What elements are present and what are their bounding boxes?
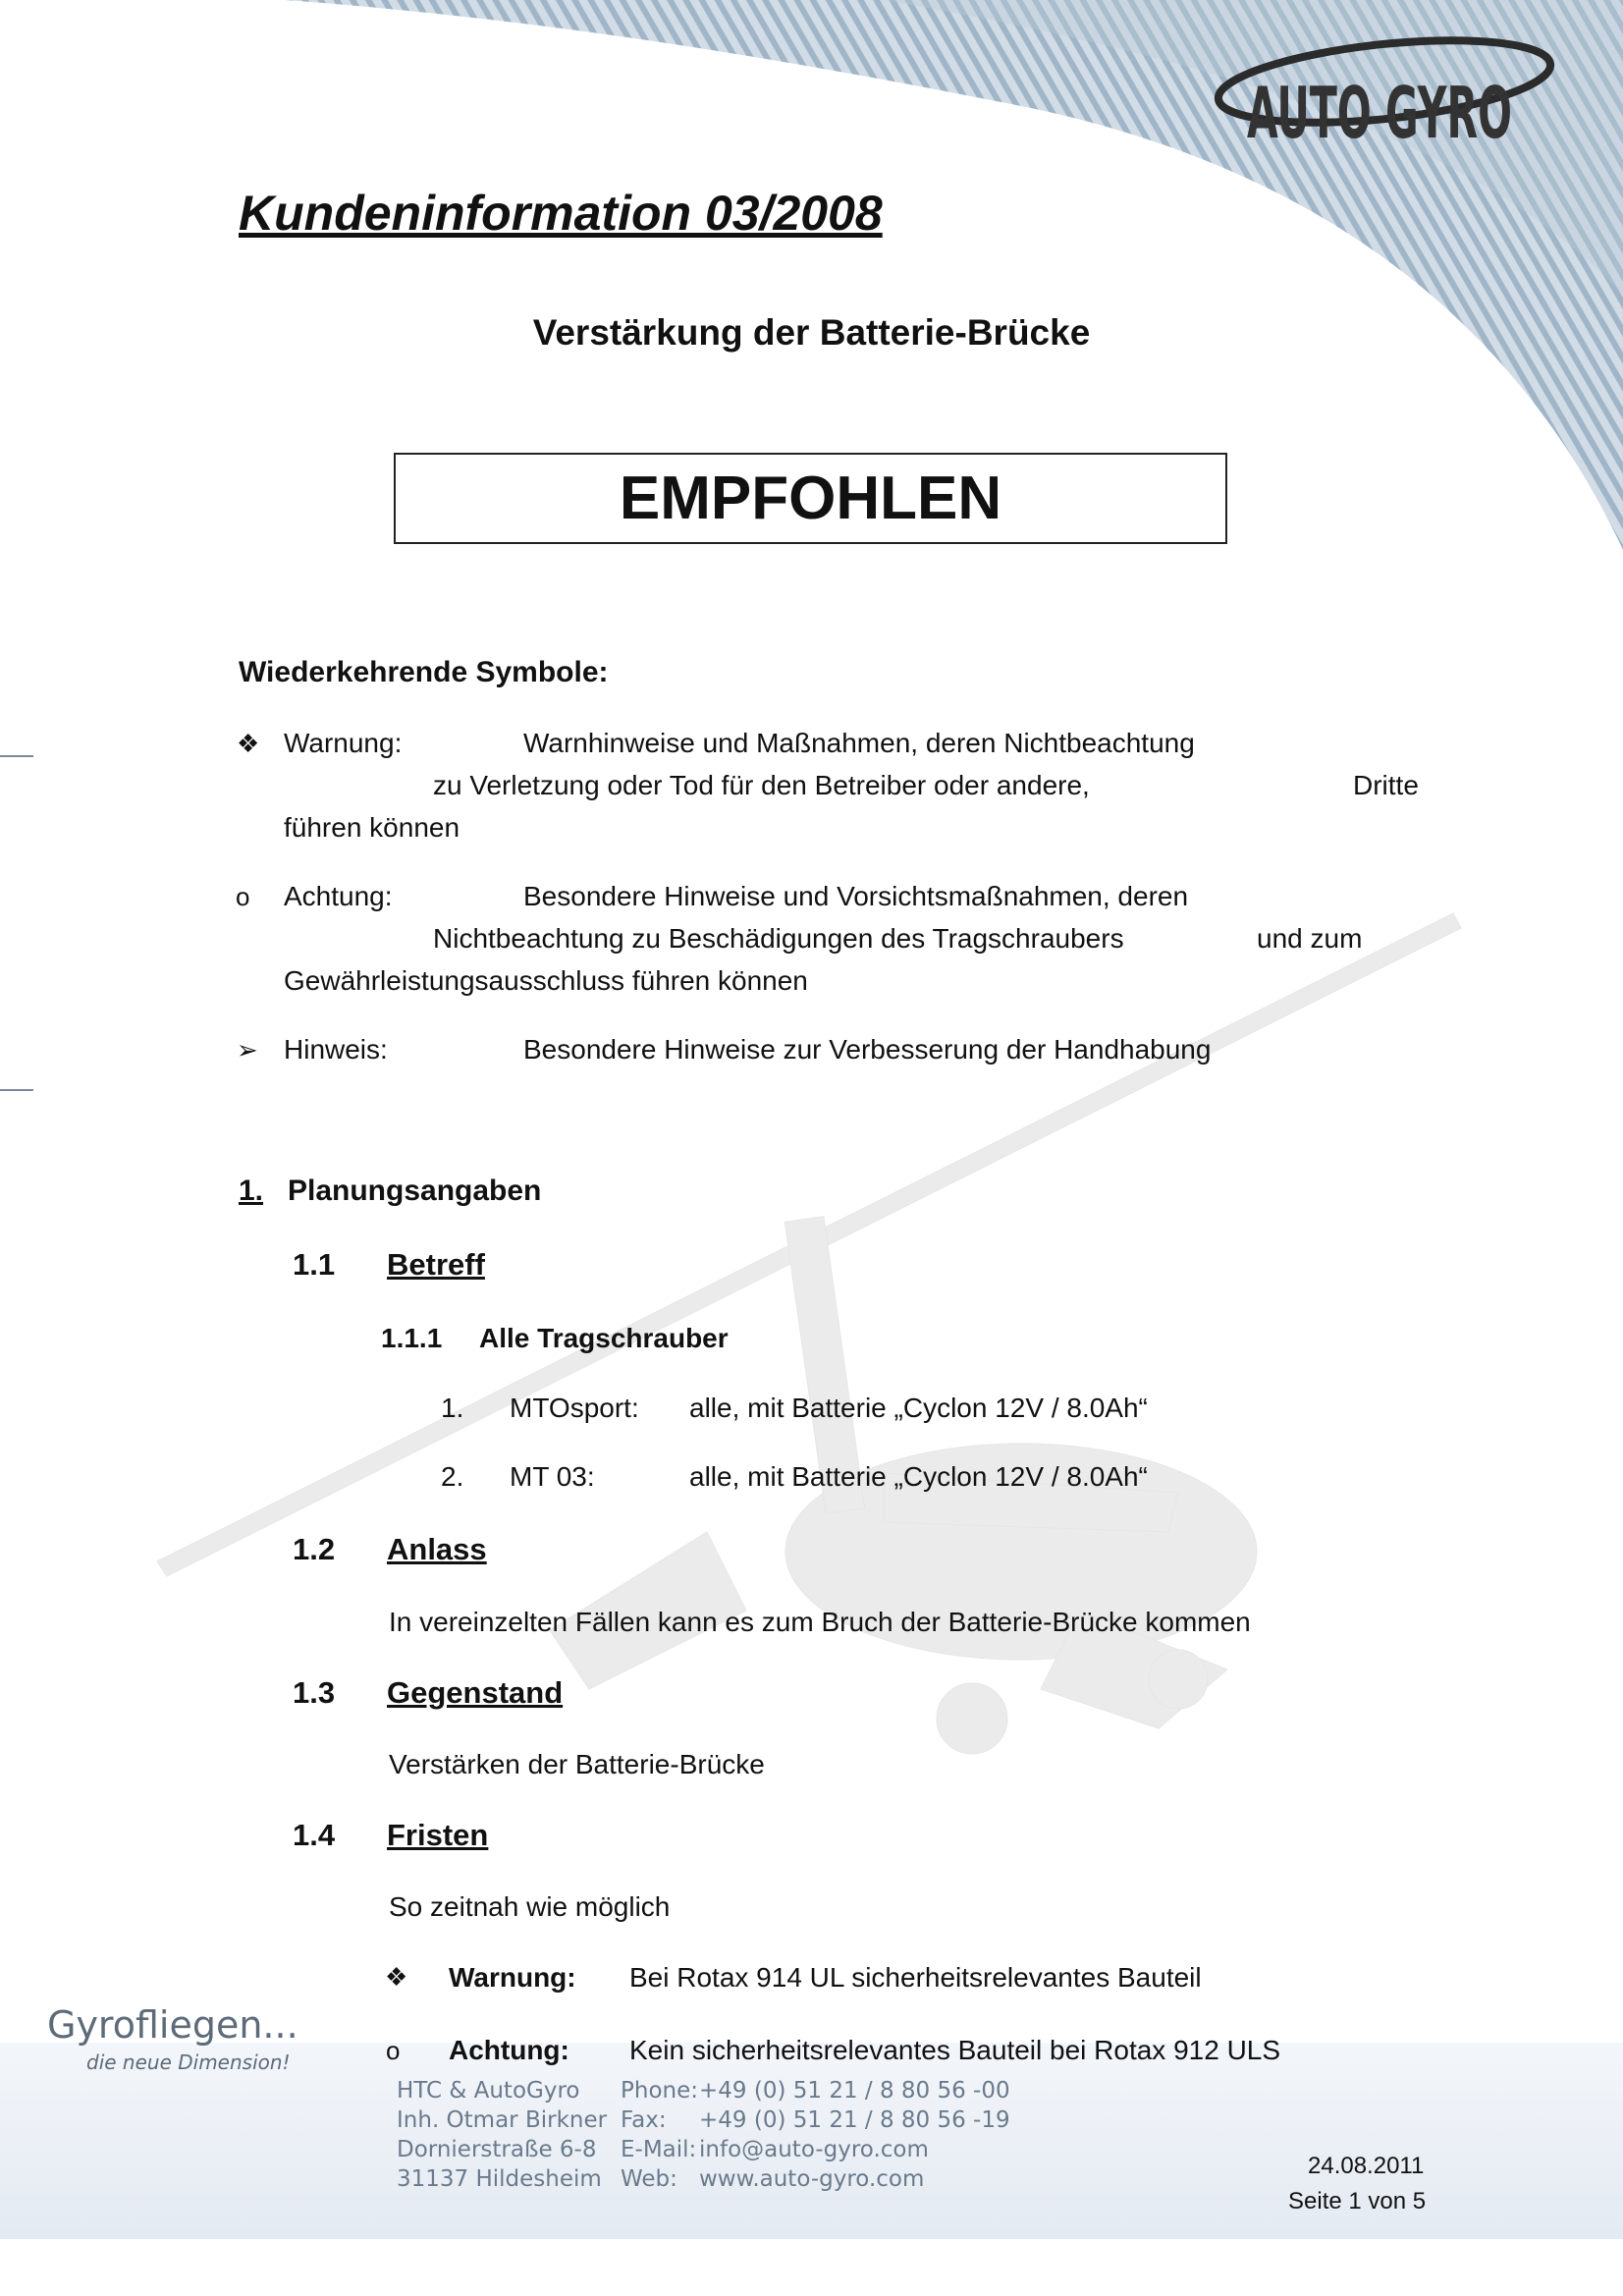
hinweis-text: Besondere Hinweise zur Verbesserung der Handhabung bbox=[523, 1034, 1212, 1065]
circle-bullet-icon: o bbox=[236, 882, 250, 911]
section-1-3-text: Verstärken der Batterie-Brücke bbox=[389, 1749, 765, 1779]
footer-contact-label: Phone: bbox=[621, 2078, 698, 2104]
footer-contact-label: Fax: bbox=[621, 2107, 667, 2133]
footer-address-line: 31137 Hildesheim bbox=[397, 2166, 602, 2192]
warnung-text-line2: zu Verletzung oder Tod für den Betreiber oder andere, bbox=[433, 770, 1090, 800]
section-1-4-text: So zeitnah wie möglich bbox=[389, 1891, 671, 1922]
document-subtitle: Verstärkung der Batterie-Brücke bbox=[532, 312, 1091, 353]
achtung-text-line1: Besondere Hinweise und Vorsichtsmaßnahmen, deren bbox=[523, 881, 1189, 911]
section-1-3-number: 1.3 bbox=[293, 1675, 336, 1710]
model-item-name: MT 03: bbox=[510, 1461, 595, 1492]
footer-slogan-sub: die neue Dimension! bbox=[86, 2050, 291, 2074]
diamond-bullet-icon: ❖ bbox=[385, 1962, 408, 1992]
fristen-warnung-label: Warnung: bbox=[449, 1962, 576, 1993]
recommendation-label: EMPFOHLEN bbox=[619, 465, 1002, 532]
document-title: Kundeninformation 03/2008 bbox=[239, 186, 883, 241]
hinweis-label: Hinweis: bbox=[284, 1034, 388, 1065]
section-1-1-1-title: Alle Tragschrauber bbox=[479, 1323, 729, 1353]
footer-email-link[interactable]: info@auto-gyro.com bbox=[699, 2137, 929, 2162]
model-item-name: MTOsport: bbox=[510, 1393, 639, 1423]
footer-fax: +49 (0) 51 21 / 8 80 56 -19 bbox=[699, 2107, 1010, 2133]
achtung-text-line2b: und zum bbox=[1257, 923, 1363, 954]
footer-address-line: Inh. Otmar Birkner bbox=[397, 2107, 608, 2133]
circle-bullet-icon: o bbox=[386, 2036, 401, 2065]
section-1-title: Planungsangaben bbox=[288, 1175, 542, 1207]
footer-address-line: HTC & AutoGyro bbox=[397, 2078, 580, 2104]
model-item-number: 2. bbox=[441, 1461, 464, 1492]
warnung-text-line2b: Dritte bbox=[1353, 770, 1419, 800]
section-1-1-1-number: 1.1.1 bbox=[381, 1323, 443, 1353]
autogyro-logo bbox=[1208, 27, 1561, 194]
achtung-label: Achtung: bbox=[284, 881, 393, 911]
diamond-bullet-icon: ❖ bbox=[237, 729, 260, 758]
section-1-2-title: Anlass bbox=[387, 1532, 487, 1566]
footer-address-line: Dornierstraße 6-8 bbox=[397, 2137, 597, 2162]
logo-wordmark: AUTO GYRO bbox=[1247, 72, 1512, 154]
fristen-achtung-label: Achtung: bbox=[449, 2035, 569, 2065]
model-item-number: 1. bbox=[441, 1393, 464, 1423]
footer-contact-label: E-Mail: bbox=[621, 2137, 697, 2162]
model-item-desc: alle, mit Batterie „Cyclon 12V / 8.0Ah“ bbox=[689, 1461, 1148, 1492]
footer-phone: +49 (0) 51 21 / 8 80 56 -00 bbox=[699, 2078, 1010, 2104]
warnung-text-line1: Warnhinweise und Maßnahmen, deren Nichtbeachtung bbox=[523, 728, 1195, 758]
fristen-achtung-text: Kein sicherheitsrelevantes Bauteil bei Rotax 912 ULS bbox=[629, 2035, 1281, 2065]
section-1-1-number: 1.1 bbox=[293, 1247, 336, 1282]
footer-slogan: Gyrofliegen... bbox=[47, 2003, 298, 2047]
warnung-label: Warnung: bbox=[284, 728, 403, 758]
section-1-2-text: In vereinzelten Fällen kann es zum Bruch der Batterie-Brücke kommen bbox=[389, 1607, 1251, 1637]
arrow-bullet-icon: ➢ bbox=[237, 1035, 258, 1065]
section-1-number: 1. bbox=[239, 1175, 264, 1207]
achtung-text-line3: Gewährleistungsausschluss führen können bbox=[284, 965, 808, 996]
footer-date: 24.08.2011 bbox=[1308, 2153, 1425, 2179]
section-1-4-title: Fristen bbox=[387, 1818, 489, 1852]
section-1-3-title: Gegenstand bbox=[387, 1675, 564, 1710]
footer-page-number: Seite 1 von 5 bbox=[1288, 2188, 1427, 2214]
achtung-text-line2: Nichtbeachtung zu Beschädigungen des Tragschraubers bbox=[433, 923, 1124, 954]
section-1-2-number: 1.2 bbox=[293, 1532, 336, 1566]
footer-web-link[interactable]: www.auto-gyro.com bbox=[699, 2166, 925, 2192]
symbols-heading: Wiederkehrende Symbole: bbox=[239, 656, 609, 688]
section-1-1-title: Betreff bbox=[387, 1247, 485, 1282]
model-item-desc: alle, mit Batterie „Cyclon 12V / 8.0Ah“ bbox=[689, 1393, 1148, 1423]
footer-contact-label: Web: bbox=[621, 2166, 677, 2192]
section-1-4-number: 1.4 bbox=[293, 1818, 336, 1852]
fristen-warnung-text: Bei Rotax 914 UL sicherheitsrelevantes Bauteil bbox=[629, 1962, 1202, 1993]
warnung-text-line3: führen können bbox=[284, 812, 460, 843]
recommendation-box bbox=[394, 453, 1227, 544]
